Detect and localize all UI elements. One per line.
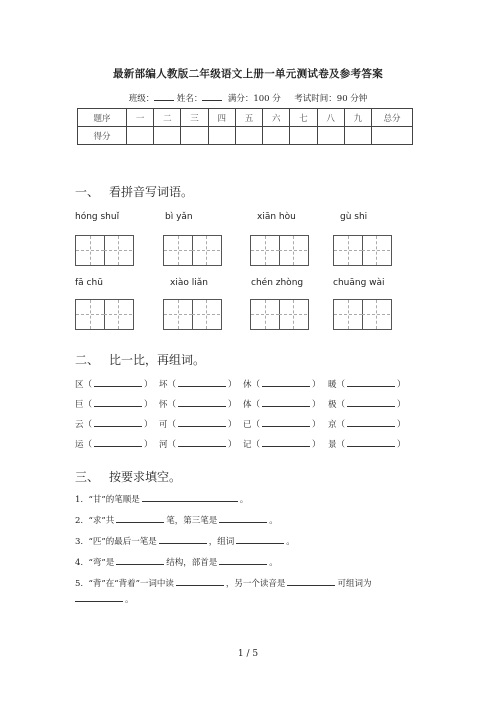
header-cell: 总分: [372, 109, 413, 127]
header-cell: 九: [344, 109, 371, 127]
question-number: 1.: [75, 495, 84, 505]
compare-char: 景: [328, 440, 337, 450]
section3-title: 按要求填空。: [109, 470, 182, 484]
writing-box[interactable]: [163, 299, 222, 330]
word-compare-item: [75, 398, 153, 410]
close-paren: ）: [397, 400, 406, 410]
answer-blank[interactable]: [94, 398, 142, 407]
compare-char: 坏: [159, 380, 168, 390]
open-paren: （: [251, 380, 261, 390]
open-paren: （: [336, 400, 346, 410]
open-paren: （: [336, 380, 346, 390]
question-2: [75, 514, 278, 526]
header-cell: 三: [181, 109, 208, 127]
punct: 。: [269, 516, 278, 526]
section1-title: 看拼音写词语。: [109, 185, 194, 199]
word-compare-item: [243, 438, 321, 450]
compare-char: 可: [159, 420, 168, 430]
word-compare-item: [75, 418, 153, 430]
answer-blank[interactable]: [178, 378, 226, 387]
header-cell: 八: [317, 109, 344, 127]
close-paren: ）: [312, 380, 321, 390]
writing-box[interactable]: [333, 299, 392, 330]
score-cell[interactable]: [317, 127, 344, 145]
score-table-row: [78, 127, 413, 145]
compare-char: 休: [243, 380, 252, 390]
question-number: 3.: [75, 537, 84, 547]
answer-blank[interactable]: [219, 556, 267, 565]
punct: 。: [239, 495, 249, 505]
section3-number: 三、: [75, 470, 100, 484]
section3-heading: [75, 468, 181, 485]
answer-blank[interactable]: [178, 418, 226, 427]
compare-char: 云: [75, 420, 84, 430]
question-text: “弯”是: [88, 558, 115, 568]
header-cell: 二: [154, 109, 181, 127]
word-compare-item: [328, 398, 406, 410]
score-cell[interactable]: [235, 127, 262, 145]
punct: 。: [286, 537, 295, 547]
open-paren: （: [167, 440, 177, 450]
open-paren: （: [167, 380, 177, 390]
question-number: 4.: [75, 558, 84, 568]
word-compare-item: [159, 398, 237, 410]
open-paren: （: [167, 400, 177, 410]
section1-heading: [75, 183, 193, 200]
question-4: [75, 556, 278, 568]
word-compare-item: [328, 438, 406, 450]
answer-blank[interactable]: [262, 438, 310, 447]
question-text: “匹”的最后一笔是: [88, 537, 157, 547]
writing-box[interactable]: [250, 299, 309, 330]
answer-blank[interactable]: [262, 398, 310, 407]
score-cell[interactable]: [208, 127, 235, 145]
open-paren: （: [336, 420, 346, 430]
compare-char: 极: [328, 400, 337, 410]
score-label: 满分：100 分: [227, 94, 281, 104]
open-paren: （: [83, 420, 93, 430]
close-paren: ）: [144, 440, 153, 450]
answer-blank[interactable]: [116, 514, 164, 523]
word-compare-item: [159, 378, 237, 390]
open-paren: （: [83, 400, 93, 410]
question-text: 笔，第三笔是: [166, 516, 218, 526]
answer-blank[interactable]: [178, 398, 226, 407]
score-cell[interactable]: [344, 127, 371, 145]
score-table: [77, 108, 413, 145]
section2-title: 比一比，再组词。: [109, 353, 206, 367]
answer-blank[interactable]: [159, 535, 207, 544]
compare-char: 河: [159, 440, 168, 450]
answer-blank[interactable]: [262, 378, 310, 387]
close-paren: ）: [144, 420, 153, 430]
answer-blank[interactable]: [94, 418, 142, 427]
answer-blank[interactable]: [347, 418, 395, 427]
close-paren: ）: [228, 440, 237, 450]
pinyin: xiào liǎn: [170, 278, 208, 288]
close-paren: ）: [228, 380, 237, 390]
answer-blank[interactable]: [219, 514, 267, 523]
section2-heading: [75, 351, 205, 368]
score-cell[interactable]: [263, 127, 290, 145]
word-compare-item: [328, 378, 406, 390]
writing-box[interactable]: [333, 235, 392, 266]
question-1: [75, 493, 248, 505]
word-compare-item: [159, 438, 237, 450]
question-number: 2.: [75, 516, 84, 526]
answer-blank[interactable]: [75, 593, 123, 602]
question-5: [75, 577, 371, 589]
answer-blank[interactable]: [94, 438, 142, 447]
compare-char: 巨: [75, 400, 84, 410]
time-label: 考试时间：90 分钟: [294, 94, 368, 104]
question-3: [75, 535, 295, 547]
question-5-continued: [75, 593, 134, 605]
word-compare-item: [243, 378, 321, 390]
close-paren: ）: [397, 440, 406, 450]
word-compare-item: [159, 418, 237, 430]
writing-box[interactable]: [250, 235, 309, 266]
word-compare-item: [75, 378, 153, 390]
open-paren: （: [336, 440, 346, 450]
name-label: 姓名：: [176, 94, 203, 104]
pinyin: bì yǎn: [165, 212, 193, 222]
close-paren: ）: [228, 420, 237, 430]
pinyin: gù shi: [340, 212, 368, 222]
open-paren: （: [83, 380, 93, 390]
question-number: 5.: [75, 579, 84, 589]
compare-char: 体: [243, 400, 252, 410]
compare-char: 怀: [159, 400, 168, 410]
class-blank: [154, 91, 174, 101]
row-label: 得分: [78, 127, 127, 145]
answer-blank[interactable]: [94, 378, 142, 387]
compare-char: 运: [75, 440, 84, 450]
pinyin: xiān hòu: [257, 212, 296, 222]
header-cell: 七: [290, 109, 317, 127]
writing-box[interactable]: [75, 235, 134, 266]
pinyin: chuāng wài: [333, 278, 385, 288]
compare-char: 京: [328, 420, 337, 430]
open-paren: （: [167, 420, 177, 430]
open-paren: （: [251, 440, 261, 450]
question-text: 结构，部首是: [166, 558, 218, 568]
question-text: “甘”的笔顺是: [88, 495, 140, 505]
score-cell[interactable]: [181, 127, 208, 145]
close-paren: ）: [312, 420, 321, 430]
compare-char: 暖: [328, 380, 337, 390]
close-paren: ）: [397, 420, 406, 430]
answer-blank[interactable]: [176, 577, 224, 586]
pinyin: fā chū: [75, 278, 103, 288]
question-text: 可组词为: [337, 579, 372, 589]
open-paren: （: [251, 420, 261, 430]
word-compare-item: [243, 418, 321, 430]
compare-char: 记: [243, 440, 252, 450]
header-cell: 题序: [78, 109, 127, 127]
pinyin: chén zhòng: [251, 278, 304, 288]
header-cell: 六: [263, 109, 290, 127]
section2-number: 二、: [75, 353, 100, 367]
score-cell[interactable]: [154, 127, 181, 145]
score-cell[interactable]: [127, 127, 154, 145]
answer-blank[interactable]: [262, 418, 310, 427]
header-cell: 五: [235, 109, 262, 127]
header-cell: 一: [127, 109, 154, 127]
score-cell[interactable]: [290, 127, 317, 145]
answer-blank[interactable]: [287, 577, 335, 586]
page-number: 1 / 5: [237, 649, 259, 659]
header-cell: 四: [208, 109, 235, 127]
question-text: “背”在“背着”一词中读: [88, 579, 174, 589]
punct: 。: [125, 595, 134, 605]
answer-blank[interactable]: [116, 556, 164, 565]
answer-blank[interactable]: [347, 378, 395, 387]
question-text: “求”共: [88, 516, 115, 526]
question-text: ，组词: [208, 537, 235, 547]
close-paren: ）: [144, 400, 153, 410]
writing-box[interactable]: [163, 235, 222, 266]
score-cell[interactable]: [372, 127, 413, 145]
close-paren: ）: [144, 380, 153, 390]
answer-blank[interactable]: [142, 493, 238, 502]
word-compare-item: [243, 398, 321, 410]
word-compare-item: [75, 438, 153, 450]
exam-info: [0, 91, 496, 104]
answer-blank[interactable]: [236, 535, 284, 544]
writing-box[interactable]: [75, 299, 134, 330]
answer-blank[interactable]: [347, 438, 395, 447]
word-compare-item: [328, 418, 406, 430]
close-paren: ）: [312, 400, 321, 410]
answer-blank[interactable]: [178, 438, 226, 447]
compare-char: 区: [75, 380, 84, 390]
page-title: 最新部编人教版二年级语文上册一单元测试卷及参考答案: [113, 68, 383, 80]
question-text: ，另一个读音是: [225, 579, 286, 589]
open-paren: （: [83, 440, 93, 450]
class-label: 班级：: [128, 94, 155, 104]
close-paren: ）: [397, 380, 406, 390]
punct: 。: [269, 558, 278, 568]
close-paren: ）: [228, 400, 237, 410]
score-table-header: [78, 109, 413, 127]
pinyin: hóng shuǐ: [75, 212, 120, 222]
section1-number: 一、: [75, 185, 100, 199]
name-blank: [202, 91, 222, 101]
answer-blank[interactable]: [347, 398, 395, 407]
close-paren: ）: [312, 440, 321, 450]
open-paren: （: [251, 400, 261, 410]
compare-char: 已: [243, 420, 252, 430]
